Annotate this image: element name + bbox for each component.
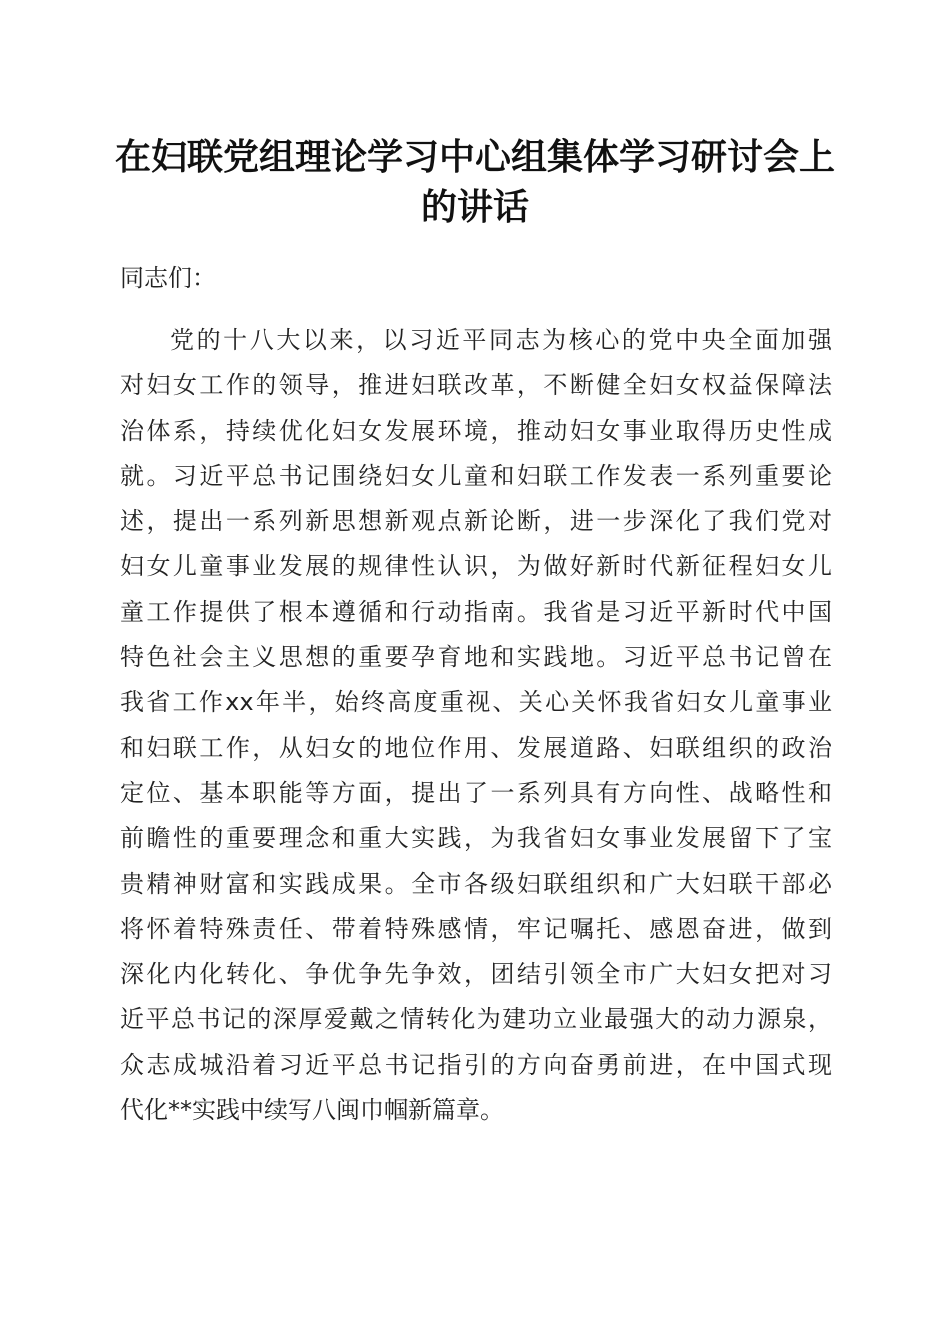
- paragraph-line: 深化内化转化、争优争先争效，团结引领全市广大妇女把对习: [120, 960, 832, 989]
- paragraph-line: 近平总书记的深厚爱戴之情转化为建功立业最强大的动力源泉，: [120, 1005, 832, 1034]
- document-title: [100, 132, 850, 232]
- paragraph-line: 贵精神财富和实践成果。全市各级妇联组织和广大妇联干部必: [120, 869, 832, 898]
- title-line-1: 在妇联党组理论学习中心组集体学习研讨会上: [114, 136, 835, 178]
- paragraph-line: 和妇联工作，从妇女的地位作用、发展道路、妇联组织的政治: [120, 733, 832, 762]
- paragraph-line: 代化**实践中续写八闽巾帼新篇章。: [120, 1096, 504, 1125]
- paragraph-line: 我省工作xx年半，始终高度重视、关心关怀我省妇女儿童事业: [120, 688, 832, 717]
- paragraph-line: 特色社会主义思想的重要孕育地和实践地。习近平总书记曾在: [120, 643, 832, 672]
- paragraph-line: 将怀着特殊责任、带着特殊感情，牢记嘱托、感恩奋进，做到: [120, 914, 832, 943]
- paragraph-line: 治体系，持续优化妇女发展环境，推动妇女事业取得历史性成: [120, 416, 832, 445]
- paragraph-line: 就。习近平总书记围绕妇女儿童和妇联工作发表一系列重要论: [120, 461, 832, 490]
- paragraph-line: 童工作提供了根本遵循和行动指南。我省是习近平新时代中国: [120, 597, 832, 626]
- paragraph-line: 定位、基本职能等方面，提出了一系列具有方向性、战略性和: [120, 778, 832, 807]
- title-line-2: 的讲话: [420, 186, 529, 228]
- paragraph-line: 众志成城沿着习近平总书记指引的方向奋勇前进，在中国式现: [120, 1050, 832, 1079]
- paragraph-line: 对妇女工作的领导，推进妇联改革，不断健全妇女权益保障法: [120, 371, 832, 400]
- paragraph-line: 述，提出一系列新思想新观点新论断，进一步深化了我们党对: [120, 507, 832, 536]
- greeting: 同志们：: [120, 264, 216, 292]
- body-paragraph: [120, 318, 832, 1133]
- paragraph-line: 妇女儿童事业发展的规律性认识，为做好新时代新征程妇女儿: [120, 552, 832, 581]
- paragraph-line: 党的十八大以来，以习近平同志为核心的党中央全面加强: [170, 326, 832, 354]
- paragraph-line: 前瞻性的重要理念和重大实践，为我省妇女事业发展留下了宝: [120, 824, 832, 853]
